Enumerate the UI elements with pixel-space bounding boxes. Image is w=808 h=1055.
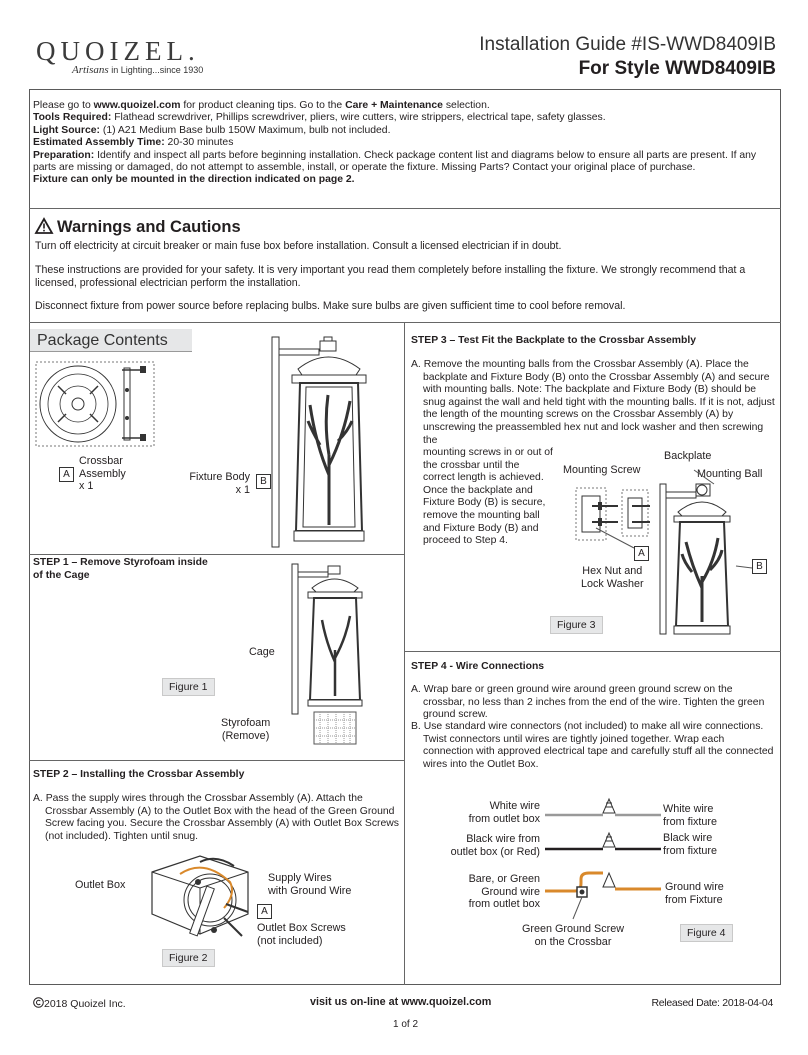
ground-wire-fixture-label: Ground wire from Fixture [665, 881, 724, 906]
column-divider [404, 322, 405, 985]
outlet-box-screws-label: Outlet Box Screws (not included) [257, 922, 346, 947]
hex-nut-label: Hex Nut and Lock Washer [581, 565, 644, 590]
divider [404, 651, 781, 652]
part-b-label: B [752, 559, 767, 574]
warning-icon [35, 218, 53, 234]
step3-text-continued: mounting screws in or out of the crossbar until the correct length is achieved. Once the backplate and Fixture Body (B) is secure, remove the mounting ball and Fixture Body (B) and proceed to Step 4. [423, 447, 553, 547]
backplate-label: Backplate [664, 450, 712, 462]
step2-heading: STEP 2 – Installing the Crossbar Assembly [33, 769, 245, 780]
warning-text-1: Turn off electricity at circuit breaker or main fuse box before installation. Consult a licensed electrician if in doubt. [35, 240, 562, 252]
page-number: 1 of 2 [393, 1019, 419, 1030]
part-b-description: Fixture Body x 1 [189, 471, 250, 496]
warning-text-2: These instructions are provided for your safety. It is very important you read them completely before installing the fixture. We strongly recommend that a licensed, professional electrician perform the installation. [35, 264, 746, 289]
mounting-ball-label: Mounting Ball [697, 468, 763, 480]
part-a-label: A [257, 904, 272, 919]
cage-label: Cage [249, 646, 275, 658]
black-wire-outlet-label: Black wire from outlet box (or Red) [450, 833, 540, 858]
guide-title: Installation Guide #IS-WWD8409IB [479, 34, 776, 55]
divider [29, 208, 781, 209]
brand-logo: QUOIZEL. [36, 36, 200, 66]
divider [29, 322, 781, 323]
outlet-box-label: Outlet Box [75, 879, 126, 891]
package-contents-title: Package Contents [30, 329, 192, 352]
intro-block: Please go to www.quoizel.com for product cleaning tips. Go to the Care + Maintenance selection. Tools Required: Flathead screwdriver, Phillips screwdriver, pliers, wire cutters, wire strippers, electrical tape, safety glasses. Light Source: (1) A21 Medium Base bulb 150W Maximum, bulb not included. Estimated Assembly Time: 20-30 minutes Preparation: Identify and inspect all parts before beginning installation. Check package content list and diagrams below to ensure all parts are present. If any parts are missing or damaged, do not attempt to assemble, install, or operate the fixture. Missing Parts? Contact your original place of purchase. Fixture can only be mounted in the direction indicated on page 2. [33, 100, 757, 186]
released-date: Released Date: 2018-04-04 [651, 997, 773, 1009]
mounting-screw-label: Mounting Screw [563, 464, 641, 476]
step4-heading: STEP 4 - Wire Connections [411, 661, 545, 672]
fixture-body-illustration [268, 335, 398, 551]
crossbar-assembly-illustration [36, 360, 158, 450]
brand-tagline: Artisans in Lighting...since 1930 [72, 64, 204, 76]
step4-text-a: A. Wrap bare or green ground wire around green ground screw on the crossbar, no less than 2 inches from the end of the wire. Tighten the green ground screw. [411, 684, 765, 721]
figure-1-tag: Figure 1 [162, 678, 215, 696]
black-wire-fixture-label: Black wire from fixture [663, 832, 717, 857]
step4-text-b: B. Use standard wire connectors (not included) to make all wire connections. Twist connectors until wires are tightly joined together. Wrap each connection with approved electrical tape and carefully stuff all the connected wires into the Outlet Box. [411, 721, 774, 770]
divider [29, 760, 404, 761]
styrofoam-label: Styrofoam (Remove) [221, 717, 271, 742]
copyright: 2018 Quoizel Inc. [33, 997, 126, 1010]
figure-4-tag: Figure 4 [680, 924, 733, 942]
white-wire-outlet-label: White wire from outlet box [468, 800, 540, 825]
step1-heading: STEP 1 – Remove Styrofoam inside of the Cage [33, 557, 208, 581]
part-a-description: Crossbar Assembly x 1 [79, 455, 126, 492]
step2-text: A. Pass the supply wires through the Crossbar Assembly (A). Attach the Crossbar Assembly (A) to the Outlet Box with the head of the Green Ground Screw facing you. Secure the Crossbar Assembly (A) with Outlet Box Screws (not included). Tighten until snug. [33, 793, 399, 842]
step2-illustration [140, 852, 260, 944]
figure-3-tag: Figure 3 [550, 616, 603, 634]
white-wire-fixture-label: White wire from fixture [663, 803, 717, 828]
guide-subtitle: For Style WWD8409IB [578, 58, 776, 79]
divider [29, 554, 404, 555]
figure-2-tag: Figure 2 [162, 949, 215, 967]
copyright-icon [33, 997, 44, 1008]
ground-wire-outlet-label: Bare, or Green Ground wire from outlet box [468, 873, 540, 910]
step3-heading: STEP 3 – Test Fit the Backplate to the Crossbar Assembly [411, 335, 697, 346]
step1-illustration [288, 562, 380, 747]
supply-wires-label: Supply Wires with Ground Wire [268, 872, 352, 897]
part-b-label: B [256, 474, 271, 489]
step3-text: A. Remove the mounting balls from the Crossbar Assembly (A). Place the backplate and Fixture Body (B) onto the Crossbar Assembly (A) and secure with mounting balls. Note: The backplate and Fixture Body (B) should be snug against the wall and held tight with the mounting balls. If it is not, adjust the length of the mounting screws on the Crossbar Assembly (A) by unscrewing the preassembled hex nut and lock washer and then screwing the [411, 359, 775, 446]
part-a-label: A [59, 467, 74, 482]
warnings-title: Warnings and Cautions [35, 218, 241, 237]
green-ground-screw-label: Green Ground Screw on the Crossbar [522, 923, 625, 948]
part-a-label: A [634, 546, 649, 561]
step3-illustration [574, 476, 774, 646]
wire-connections-illustration [545, 795, 663, 925]
website-link[interactable]: visit us on-line at www.quoizel.com [310, 996, 492, 1008]
warning-text-3: Disconnect fixture from power source before replacing bulbs. Make sure bulbs are given sufficient time to cool before removal. [35, 300, 626, 312]
